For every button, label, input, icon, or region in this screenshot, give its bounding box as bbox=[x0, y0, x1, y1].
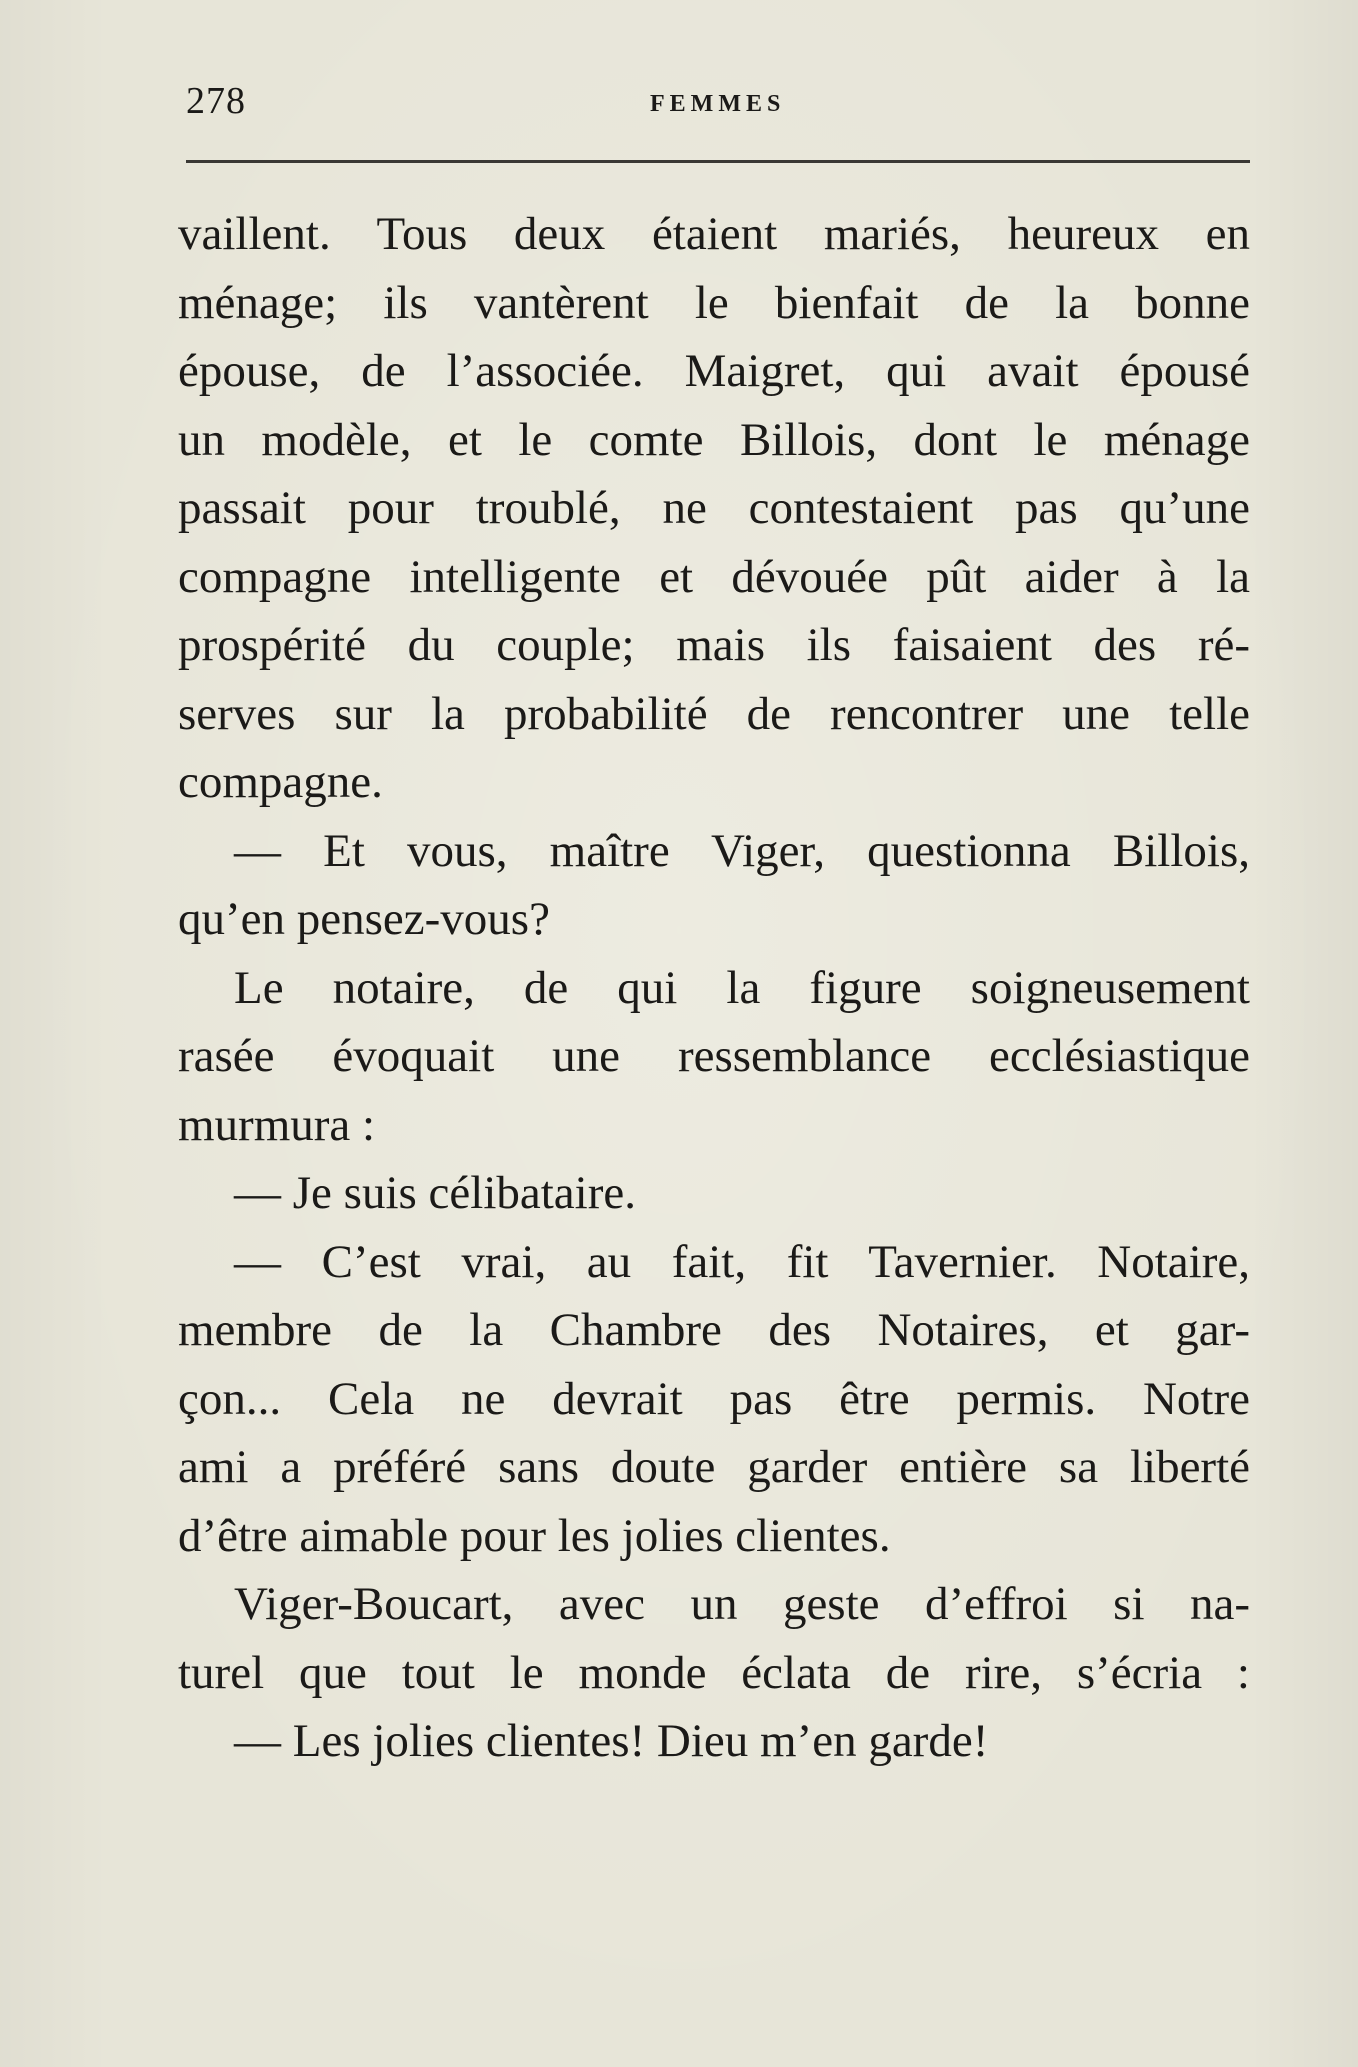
text-line: compagne. bbox=[178, 756, 383, 808]
text-line: — Je suis célibataire. bbox=[234, 1167, 636, 1219]
header-rule bbox=[186, 160, 1250, 163]
text-line: — C’est vrai, au fait, fit Tavernier. Notaire, bbox=[234, 1235, 1250, 1288]
text-line: rasée évoquait une ressemblance ecclésiastique bbox=[178, 1030, 1250, 1082]
text-line: qu’en pensez-vous? bbox=[178, 893, 550, 945]
text-line: un modèle, et le comte Billois, dont le ménage bbox=[178, 413, 1250, 466]
page-number: 278 bbox=[186, 80, 246, 122]
text-line: Viger-Boucart, avec un geste d’effroi si na- bbox=[234, 1578, 1250, 1630]
text-line: murmura : bbox=[178, 1098, 376, 1151]
text-line: compagne intelligente et dévouée pût aider à la bbox=[178, 550, 1250, 603]
text-line: passait pour troublé, ne contestaient pas qu’une bbox=[178, 482, 1250, 534]
body-text bbox=[178, 200, 1250, 1776]
text-line: vaillent. Tous deux étaient mariés, heureux en bbox=[178, 208, 1250, 260]
text-line: d’être aimable pour les jolies clientes. bbox=[178, 1509, 891, 1562]
text-line: épouse, de l’associée. Maigret, qui avait épousé bbox=[178, 345, 1250, 397]
text-line: Le notaire, de qui la figure soigneusement bbox=[234, 961, 1250, 1014]
text-line: — Et vous, maître Viger, questionna Billois, bbox=[234, 824, 1250, 877]
text-line: — Les jolies clientes! Dieu m’en garde! bbox=[234, 1715, 989, 1767]
text-line: çon... Cela ne devrait pas être permis. Notre bbox=[178, 1372, 1250, 1425]
running-head: FEMMES bbox=[650, 91, 786, 117]
text-line: membre de la Chambre des Notaires, et gar- bbox=[178, 1304, 1250, 1356]
text-line: ménage; ils vantèrent le bienfait de la bonne bbox=[178, 276, 1250, 329]
text-line: turel que tout le monde éclata de rire, s’écria : bbox=[178, 1646, 1250, 1699]
text-line: serves sur la probabilité de rencontrer une telle bbox=[178, 687, 1250, 740]
text-line: prospérité du couple; mais ils faisaient des ré- bbox=[178, 619, 1250, 671]
text-line: ami a préféré sans doute garder entière sa liberté bbox=[178, 1441, 1250, 1493]
